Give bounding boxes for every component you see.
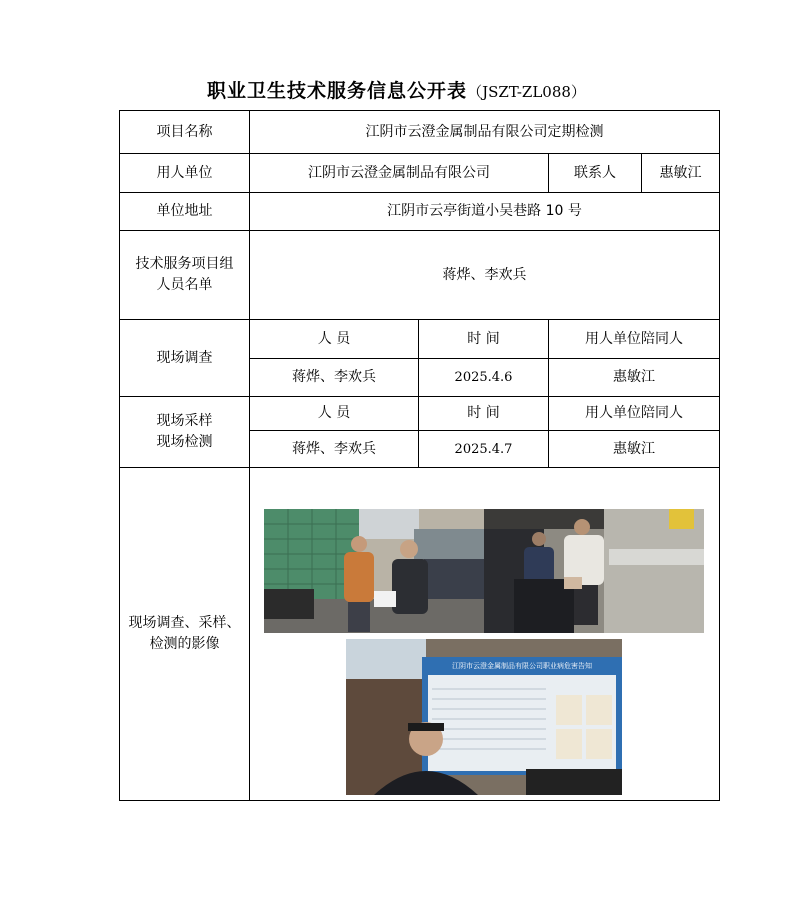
sampling-people: 蒋烨、李欢兵 [250,431,419,468]
team-label-line1: 技术服务项目组 [135,256,234,272]
team-label [120,231,250,320]
sampling-label-line2: 现场检测 [156,434,213,450]
images-label-line1: 现场调查、采样、 [128,615,241,631]
sampling-col-people: 人 员 [250,397,419,431]
sampling-date: 2025.4.7 [419,431,549,468]
address-label: 单位地址 [120,193,250,231]
sampling-companion: 惠敏江 [549,431,720,468]
row-sampling-header [120,397,720,431]
team-label-line2: 人员名单 [156,277,213,293]
row-images [120,468,720,801]
survey-companion: 惠敏江 [549,359,720,397]
row-address [120,193,720,231]
project-name-label: 项目名称 [120,111,250,154]
notice-board-title: 江阴市云澄金属制品有限公司职业病危害告知 [452,662,592,670]
sampling-col-time: 时 间 [419,397,549,431]
employer-value [250,154,549,193]
images-cell [250,468,720,801]
employer-label: 用人单位 [120,154,250,193]
title-main: 职业卫生技术服务信息公开表 [207,80,468,102]
survey-col-companion: 用人单位陪同人 [549,320,720,359]
sampling-label-line1: 现场采样 [156,413,213,429]
contact-label: 联系人 [549,154,642,192]
employer-name: 江阴市云澄金属制品有限公司 [308,164,490,181]
team-value: 蒋烨、李欢兵 [250,231,720,320]
row-team [120,231,720,320]
survey-date: 2025.4.6 [419,359,549,397]
survey-label: 现场调查 [120,320,250,397]
contact-cell [549,154,720,193]
title-code: （JSZT-ZL088） [467,83,586,101]
site-photo-notice-board [346,639,622,795]
sampling-label [120,397,250,468]
row-survey-header [120,320,720,359]
address-value: 江阴市云亭街道小吴巷路 10 号 [250,193,720,231]
photo-area [250,468,719,800]
site-photo-outdoor [264,509,484,633]
info-table [119,110,720,801]
page-title [0,76,793,103]
site-photo-workshop [484,509,704,633]
contact-value: 惠敏江 [659,164,702,181]
row-project-name [120,111,720,154]
survey-col-people: 人 员 [250,320,419,359]
survey-people: 蒋烨、李欢兵 [250,359,419,397]
survey-col-time: 时 间 [419,320,549,359]
images-label [120,468,250,801]
images-label-line2: 检测的影像 [149,636,220,652]
sampling-col-companion: 用人单位陪同人 [549,397,720,431]
project-name-value: 江阴市云澄金属制品有限公司定期检测 [250,111,720,154]
row-employer [120,154,720,193]
